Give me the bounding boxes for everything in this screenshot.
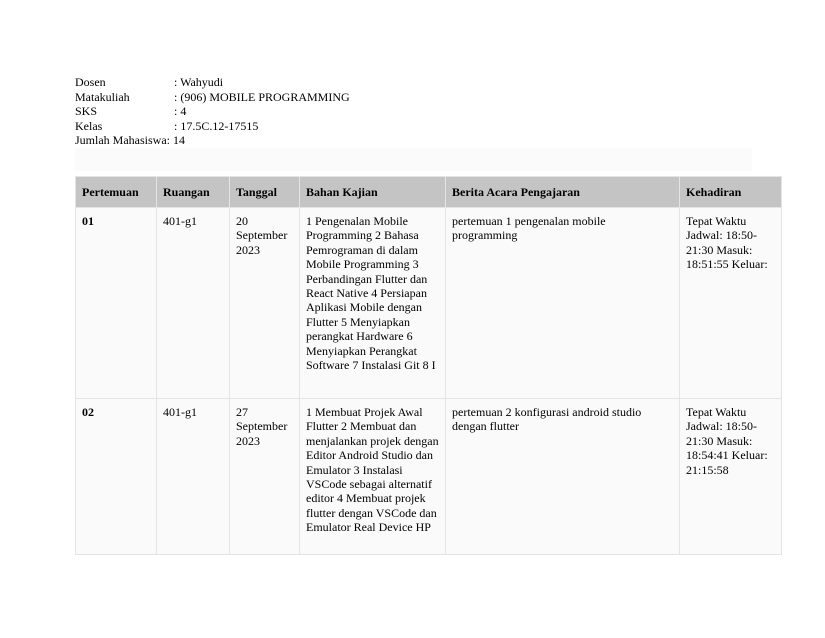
- dosen-value: : Wahyudi: [174, 75, 224, 89]
- cell-bahan-kajian: 1 Membuat Projek Awal Flutter 2 Membuat dan menjalankan projek dengan Editor Android Studio dan Emulator 3 Instalasi VSCode sebagai alternatif editor 4 Membuat projek flutter dengan VSCode dan Emulator Real Device HP: [300, 399, 446, 555]
- info-row-jumlah-mahasiswa: [75, 133, 350, 148]
- cell-bahan-kajian: 1 Pengenalan Mobile Programming 2 Bahasa Pemrograman di dalam Mobile Programming 3 Perbandingan Flutter dan React Native 4 Persiapan Aplikasi Mobile dengan Flutter 5 Menyiapkan perangkat Hardware 6 Menyiapkan Perangkat Software 7 Instalasi Git 8 I: [300, 208, 446, 399]
- sks-value: : 4: [174, 104, 187, 118]
- cell-kehadiran: Tepat Waktu Jadwal: 18:50-21:30 Masuk: 18:54:41 Keluar: 21:15:58: [680, 399, 782, 555]
- jumlah-mahasiswa-value: : 14: [166, 133, 185, 147]
- info-row-dosen: [75, 75, 350, 90]
- jumlah-mahasiswa-label: Jumlah Mahasiswa: [75, 133, 167, 147]
- course-info: [75, 75, 350, 148]
- cell-tanggal: 27 September 2023: [230, 399, 300, 555]
- cell-pertemuan: 02: [76, 399, 157, 555]
- header-kehadiran: Kehadiran: [680, 177, 782, 208]
- cell-berita-acara: pertemuan 1 pengenalan mobile programming: [446, 208, 680, 399]
- attendance-table: [75, 176, 782, 555]
- cell-ruangan: 401-g1: [157, 208, 230, 399]
- info-row-sks: [75, 104, 350, 119]
- header-ruangan: Ruangan: [157, 177, 230, 208]
- header-band: [75, 148, 752, 171]
- cell-tanggal: 20 September 2023: [230, 208, 300, 399]
- kelas-label: Kelas: [75, 118, 103, 133]
- cell-pertemuan: 01: [76, 208, 157, 399]
- cell-ruangan: 401-g1: [157, 399, 230, 555]
- dosen-label: Dosen: [75, 75, 106, 89]
- matakuliah-value: : (906) MOBILE PROGRAMMING: [174, 89, 350, 104]
- table-row: [76, 399, 782, 555]
- header-bahan-kajian: Bahan Kajian: [300, 177, 446, 208]
- kelas-value: : 17.5C.12-17515: [174, 118, 259, 133]
- header-berita-acara: Berita Acara Pengajaran: [446, 177, 680, 208]
- cell-kehadiran: Tepat Waktu Jadwal: 18:50-21:30 Masuk: 18:51:55 Keluar:: [680, 208, 782, 399]
- header-pertemuan: Pertemuan: [76, 177, 157, 208]
- matakuliah-label: Matakuliah: [75, 89, 130, 104]
- table-header-row: [76, 177, 782, 208]
- info-row-kelas: [75, 119, 350, 134]
- header-tanggal: Tanggal: [230, 177, 300, 208]
- cell-berita-acara: pertemuan 2 konfigurasi android studio dengan flutter: [446, 399, 680, 555]
- sks-label: SKS: [75, 104, 98, 118]
- table-row: [76, 208, 782, 399]
- info-row-matakuliah: [75, 90, 350, 105]
